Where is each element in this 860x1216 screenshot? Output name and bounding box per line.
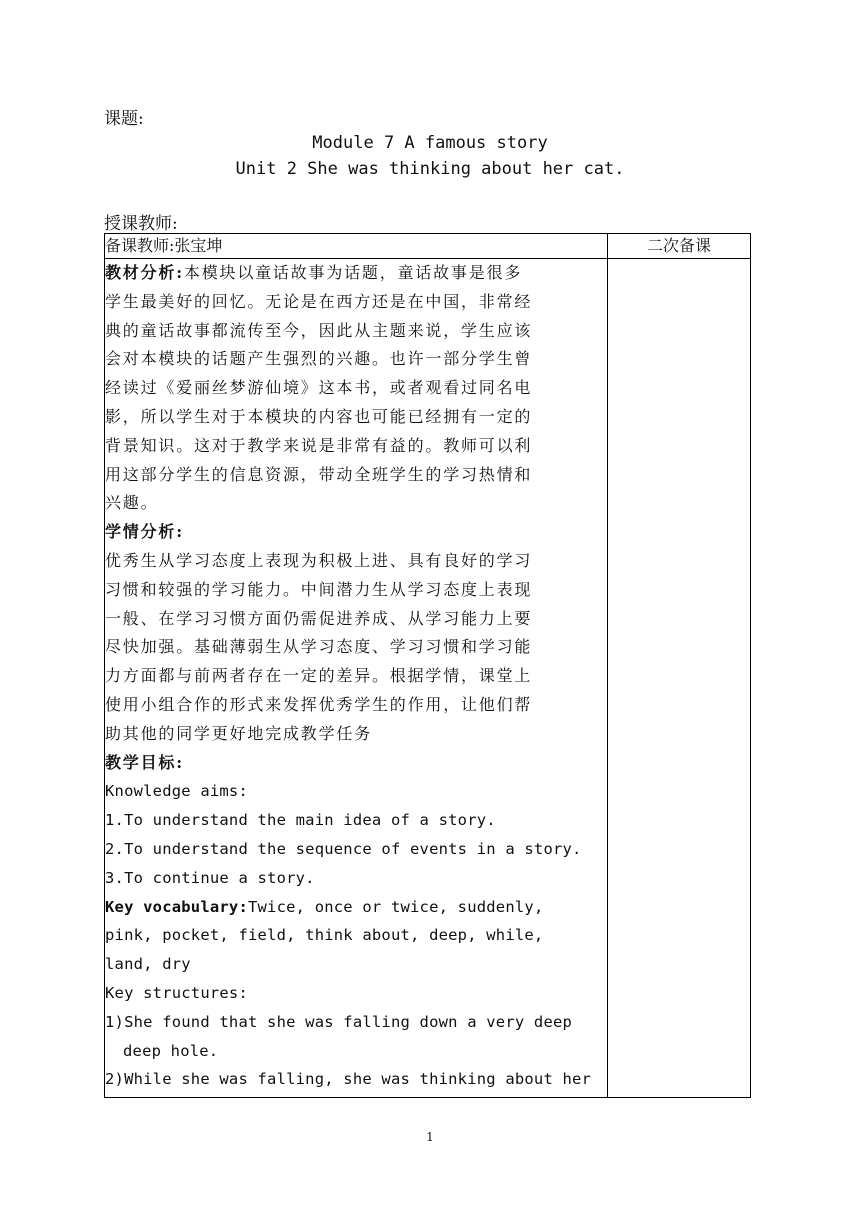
material-analysis-line: 经读过《爱丽丝梦游仙境》这本书，或者观看过同名电 (105, 378, 533, 398)
material-analysis-heading: 教材分析: (105, 263, 184, 282)
key-vocabulary-label: Key vocabulary: (105, 897, 248, 916)
key-structures-heading: Key structures: (105, 983, 248, 1002)
structure-item: deep hole. (123, 1041, 219, 1060)
key-vocabulary-line (105, 893, 607, 922)
material-analysis-line: 学生最美好的回忆。无论是在西方还是在中国，非常经 (105, 291, 533, 311)
key-vocabulary-text: pink, pocket, field, think about, deep, while, (105, 926, 544, 945)
key-vocabulary-text: land, dry (105, 955, 191, 974)
table-header-row (105, 234, 751, 259)
key-vocabulary-text: Twice, once or twice, suddenly, (247, 897, 544, 916)
material-analysis-line: 典的童话故事都流传至今，因此从主题来说，学生应该 (105, 320, 533, 340)
unit-title: Unit 2 She was thinking about her cat. (235, 159, 625, 179)
student-analysis-line: 助其他的同学更好地完成教学任务 (105, 723, 373, 743)
student-analysis-line: 习惯和较强的学习能力。中间潜力生从学习态度上表现 (105, 579, 533, 599)
second-prep-cell (608, 259, 751, 1098)
knowledge-aims-heading: Knowledge aims: (105, 782, 248, 801)
student-analysis-line: 一般、在学习习惯方面仍需促进养成、从学习能力上要 (105, 608, 533, 628)
teaching-goals-heading: 教学目标: (105, 752, 184, 772)
aim-item: 1.To understand the main idea of a story. (105, 811, 496, 830)
structure-item: 2)While she was falling, she was thinking about her (105, 1070, 592, 1089)
student-analysis-heading: 学情分析: (105, 522, 184, 542)
aim-item: 2.To understand the sequence of events in a story. (105, 839, 582, 858)
material-analysis-text: 本模块以童话故事为话题，童话故事是很多 (183, 263, 523, 282)
structure-item: 1)She found that she was falling down a very deep (105, 1012, 573, 1031)
page-number: 1 (426, 1130, 434, 1144)
material-analysis-line: 背景知识。这对于教学来说是非常有益的。教师可以利 (105, 435, 533, 455)
student-analysis-line: 力方面都与前两者存在一定的差异。根据学情，课堂上 (105, 666, 533, 686)
table-content-row (105, 259, 751, 1098)
material-analysis-first-line (105, 259, 607, 288)
material-analysis-line: 会对本模块的话题产生强烈的兴趣。也许一部分学生曾 (105, 349, 533, 369)
student-analysis-line: 使用小组合作的形式来发挥优秀学生的作用，让他们帮 (105, 694, 533, 714)
module-title: Module 7 A famous story (312, 133, 548, 153)
teaching-teacher-label: 授课教师: (104, 214, 178, 234)
material-analysis-line: 用这部分学生的信息资源，带动全班学生的学习热情和 (105, 464, 533, 484)
material-analysis-line: 影，所以学生对于本模块的内容也可能已经拥有一定的 (105, 406, 533, 426)
material-analysis-line: 兴趣。 (105, 493, 159, 513)
prep-teacher-cell: 备课教师:张宝坤 (105, 234, 608, 259)
lesson-plan-table (104, 233, 751, 1098)
student-analysis-line: 优秀生从学习态度上表现为积极上进、具有良好的学习 (105, 550, 533, 570)
lesson-title-label: 课题: (104, 109, 144, 129)
lesson-content-cell (105, 259, 608, 1098)
second-prep-header: 二次备课 (608, 234, 751, 259)
student-analysis-line: 尽快加强。基础薄弱生从学习态度、学习习惯和学习能 (105, 637, 533, 657)
aim-item: 3.To continue a story. (105, 868, 315, 887)
